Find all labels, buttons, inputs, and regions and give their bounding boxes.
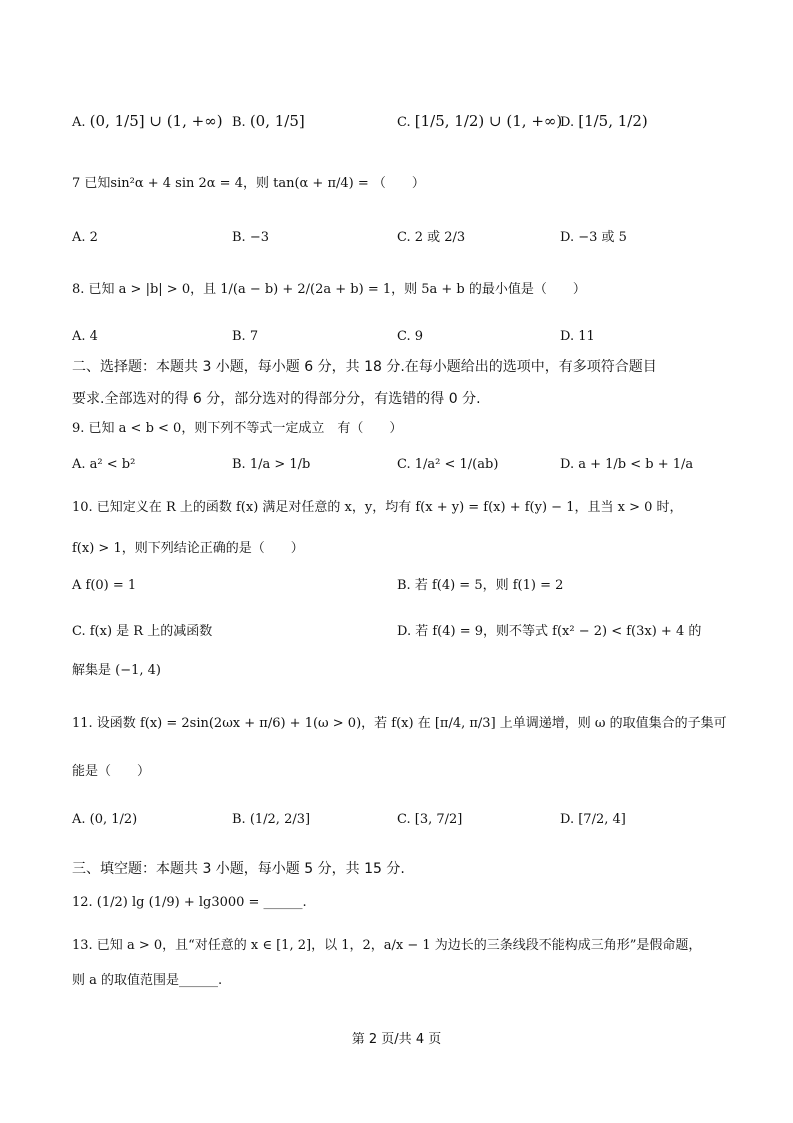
q9-option-c: C. 1/a² < 1/(ab) <box>397 457 499 472</box>
q9-stem: 9. 已知 a < b < 0，则下列不等式一定成立 有（ ） <box>72 421 403 436</box>
section2-heading-line2: 要求.全部选对的得 6 分，部分选对的得部分分，有选错的得 0 分. <box>72 391 481 407</box>
q10-stem-line2: f(x) > 1，则下列结论正确的是（ ） <box>72 541 304 556</box>
option-expr: (0, 1/5] <box>249 112 305 130</box>
page-footer: 第 2 页/共 4 页 <box>351 1032 442 1047</box>
q7-option-b: B. −3 <box>232 230 269 245</box>
q9-option-a: A. a² < b² <box>72 457 136 472</box>
q6-option-a <box>72 112 223 131</box>
q8-option-d: D. 11 <box>560 329 595 344</box>
option-label: C. <box>397 115 411 130</box>
q10-option-b: B. 若 f(4) = 5，则 f(1) = 2 <box>397 578 564 593</box>
q8-option-b: B. 7 <box>232 329 259 344</box>
q12-stem: 12. (1/2) lg (1/9) + lg3000 = ______. <box>72 895 307 910</box>
q13-stem-line2: 则 a 的取值范围是______. <box>72 973 223 988</box>
q7-option-c: C. 2 或 2/3 <box>397 230 466 245</box>
q11-stem-line2: 能是（ ） <box>72 764 151 779</box>
q11-option-d: D. [7/2, 4] <box>560 812 626 827</box>
q13-stem-line1: 13. 已知 a > 0，且“对任意的 x ∈ [1, 2]，以 1，2，a/x − 1 为边长的三条线段不能构成三角形”是假命题， <box>72 938 702 953</box>
q10-option-a: A f(0) = 1 <box>72 578 137 593</box>
q9-option-b: B. 1/a > 1/b <box>232 457 311 472</box>
option-expr: [1/5, 1/2) <box>578 112 648 130</box>
q11-option-c: C. [3, 7/2] <box>397 812 463 827</box>
q11-option-a: A. (0, 1/2) <box>72 812 138 827</box>
q10-stem-line1: 10. 已知定义在 R 上的函数 f(x) 满足对任意的 x，y，均有 f(x + y) = f(x) + f(y) − 1，且当 x > 0 时， <box>72 500 683 515</box>
section2-heading-line1: 二、选择题：本题共 3 小题，每小题 6 分，共 18 分.在每小题给出的选项中，有多项符合题目 <box>72 359 657 375</box>
q7-option-d: D. −3 或 5 <box>560 230 627 245</box>
q11-stem-line1: 11. 设函数 f(x) = 2sin(2ωx + π/6) + 1(ω > 0)，若 f(x) 在 [π/4, π/3] 上单调递增，则 ω 的取值集合的子集可 <box>72 716 727 731</box>
option-expr: [1/5, 1/2) ∪ (1, +∞) <box>414 112 563 130</box>
q8-stem: 8. 已知 a > |b| > 0，且 1/(a − b) + 2/(2a + b) = 1，则 5a + b 的最小值是（ ） <box>72 282 586 297</box>
q9-option-d: D. a + 1/b < b + 1/a <box>560 457 694 472</box>
q8-option-c: C. 9 <box>397 329 424 344</box>
option-label: A. <box>72 115 86 130</box>
q6-option-b <box>232 112 305 131</box>
q6-option-c <box>397 112 562 131</box>
q10-option-d-continued: 解集是 (−1, 4) <box>72 663 161 678</box>
option-expr: (0, 1/5] ∪ (1, +∞) <box>89 112 223 130</box>
section3-heading: 三、填空题：本题共 3 小题，每小题 5 分，共 15 分. <box>72 861 405 877</box>
q7-option-a: A. 2 <box>72 230 98 245</box>
q10-option-d: D. 若 f(4) = 9，则不等式 f(x² − 2) < f(3x) + 4 的 <box>397 624 702 639</box>
q11-option-b: B. (1/2, 2/3] <box>232 812 311 827</box>
option-label: B. <box>232 115 246 130</box>
option-label: D. <box>560 115 575 130</box>
q7-stem: 7 已知sin²α + 4 sin 2α = 4，则 tan(α + π/4) = （ ） <box>72 176 425 191</box>
q10-option-c: C. f(x) 是 R 上的减函数 <box>72 624 213 639</box>
q6-option-d <box>560 112 648 131</box>
q8-option-a: A. 4 <box>72 329 98 344</box>
